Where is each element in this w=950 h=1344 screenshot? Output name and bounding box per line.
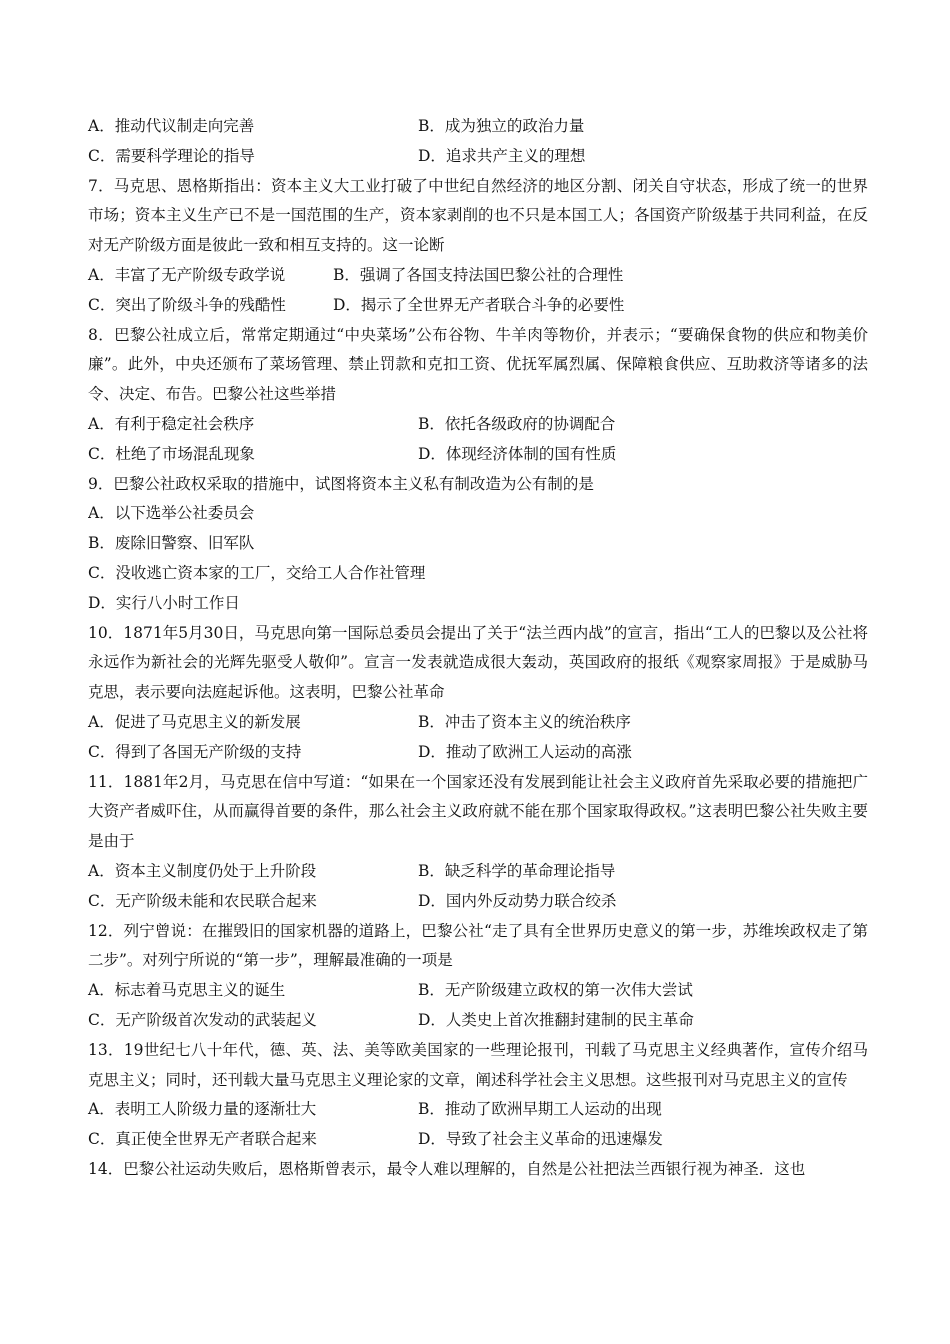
option-b: B．推动了欧洲早期工人运动的出现 (418, 1100, 662, 1119)
option-row (88, 857, 868, 887)
option-row (88, 1006, 868, 1036)
option-row (88, 708, 868, 738)
option-b: B．缺乏科学的革命理论指导 (418, 861, 616, 880)
option-row (88, 440, 868, 470)
option-c: C．真正使全世界无产者联合起来 (88, 1130, 317, 1149)
option-c: C．杜绝了市场混乱现象 (88, 444, 255, 463)
option-c: C．无产阶级首次发动的武装起义 (88, 1010, 317, 1029)
question-10-stem: 10．1871年5月30日，马克思向第一国际总委员会提出了关于“法兰西内战”的宣言，指出“工人的巴黎以及公社将永远作为新社会的光辉先驱受人敬仰”。宣言一发表就造成很大轰动，英国政府的报纸《观察家周报》于是威胁马克思，表示要向法庭起诉他。这表明，巴黎公社革命 (88, 623, 868, 702)
option-d: D．实行八小时工作日 (88, 593, 240, 612)
option-d: D．推动了欧洲工人运动的高涨 (418, 742, 632, 761)
option-row (88, 410, 868, 440)
option-d: D．体现经济体制的国有性质 (418, 444, 617, 463)
question-list (88, 112, 868, 1185)
option-row (88, 261, 868, 291)
question-9-stem: 9．巴黎公社政权采取的措施中，试图将资本主义私有制改造为公有制的是 (88, 474, 594, 493)
question-11-stem: 11．1881年2月，马克思在信中写道：“如果在一个国家还没有发展到能让社会主义政府首先采取必要的措施把广大资产者威吓住，从而赢得首要的条件，那么社会主义政府就不能在那个国家取得政权。”这表明巴黎公社失败主要是由于 (88, 772, 868, 851)
option-row (88, 1125, 868, 1155)
option-b: B．冲击了资本主义的统治秩序 (418, 712, 631, 731)
question-12-stem: 12．列宁曾说：在摧毁旧的国家机器的道路上，巴黎公社“走了具有全世界历史意义的第一步，苏维埃政权走了第二步”。对列宁所说的“第一步”，理解最准确的一项是 (88, 921, 868, 970)
option-a: A．促进了马克思主义的新发展 (88, 712, 301, 731)
option-row (88, 976, 868, 1006)
option-d: D．国内外反动势力联合绞杀 (418, 891, 617, 910)
option-d: D．揭示了全世界无产者联合斗争的必要性 (333, 295, 625, 314)
option-row (88, 738, 868, 768)
option-row (88, 291, 868, 321)
option-b: B．强调了各国支持法国巴黎公社的合理性 (333, 265, 624, 284)
option-a: A．推动代议制走向完善 (88, 117, 255, 135)
option-b: B．成为独立的政治力量 (418, 117, 585, 135)
option-b: B．废除旧警察、旧军队 (88, 534, 255, 553)
option-row (88, 142, 868, 172)
option-c: C．需要科学理论的指导 (88, 146, 255, 165)
option-row (88, 112, 868, 142)
option-a: A．表明工人阶级力量的逐渐壮大 (88, 1100, 317, 1119)
option-a: A．丰富了无产阶级专政学说 (88, 265, 286, 284)
option-row (88, 1095, 868, 1125)
option-c: C．无产阶级未能和农民联合起来 (88, 891, 317, 910)
question-8-stem: 8．巴黎公社成立后，常常定期通过“中央菜场”公布谷物、牛羊肉等物价，并表示；“要确保食物的供应和物美价廉”。此外，中央还颁布了菜场管理、禁止罚款和克扣工资、优抚军属烈属、保障粮食供应、互助救济等诸多的法令、决定、布告。巴黎公社这些举措 (88, 325, 868, 404)
option-a: A．标志着马克思主义的诞生 (88, 981, 286, 1000)
option-c: C．没收逃亡资本家的工厂，交给工人合作社管理 (88, 563, 426, 582)
option-c: C．得到了各国无产阶级的支持 (88, 742, 302, 761)
option-b: B．依托各级政府的协调配合 (418, 414, 616, 433)
question-7-stem: 7．马克思、恩格斯指出：资本主义大工业打破了中世纪自然经济的地区分割、闭关自守状态，形成了统一的世界市场；资本主义生产已不是一国范围的生产，资本家剥削的也不只是本国工人；各国资产阶级基于共同利益，在反对无产阶级方面是彼此一致和相互支持的。这一论断 (88, 176, 868, 255)
option-d: D．追求共产主义的理想 (418, 146, 586, 165)
option-b: B．无产阶级建立政权的第一次伟大尝试 (418, 981, 693, 1000)
option-a: A．以下选举公社委员会 (88, 504, 255, 523)
option-d: D．人类史上首次推翻封建制的民主革命 (418, 1010, 694, 1029)
option-a: A．资本主义制度仍处于上升阶段 (88, 861, 317, 880)
question-13-stem: 13．19世纪七八十年代，德、英、法、美等欧美国家的一些理论报刊，刊载了马克思主义经典著作，宣传介绍马克思主义；同时，还刊载大量马克思主义理论家的文章，阐述科学社会主义思想。这些报刊对马克思主义的宣传 (88, 1040, 868, 1089)
option-d: D．导致了社会主义革命的迅速爆发 (418, 1130, 663, 1149)
option-a: A．有利于稳定社会秩序 (88, 414, 255, 433)
question-14-stem: 14．巴黎公社运动失败后，恩格斯曾表示，最令人难以理解的，自然是公社把法兰西银行视为神圣．这也 (88, 1159, 806, 1178)
option-c: C．突出了阶级斗争的残酷性 (88, 295, 286, 314)
option-row (88, 887, 868, 917)
